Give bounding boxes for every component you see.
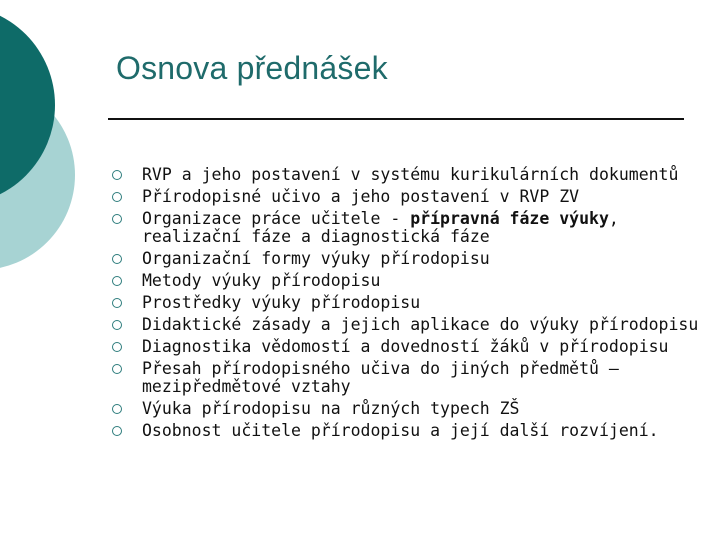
list-item xyxy=(112,210,702,246)
list-item-text: Organizační formy výuky přírodopisu xyxy=(142,249,490,268)
ring-bullet-icon xyxy=(112,298,122,308)
ring-bullet-icon xyxy=(112,276,122,286)
ring-bullet-icon xyxy=(112,254,122,264)
ring-bullet-icon xyxy=(112,364,122,374)
list-item xyxy=(112,422,702,440)
list-item xyxy=(112,338,702,356)
list-item-text: RVP a jeho postavení v systému kurikulárních dokumentů xyxy=(142,165,679,184)
ring-bullet-icon xyxy=(112,342,122,352)
page-title: Osnova přednášek xyxy=(116,50,388,86)
list-item-text: Diagnostika vědomostí a dovedností žáků v přírodopisu xyxy=(142,337,669,356)
list-item-text: Přesah přírodopisného učiva do jiných předmětů – mezipředmětové vztahy xyxy=(142,359,619,396)
list-item xyxy=(112,250,702,268)
list-item xyxy=(112,360,702,396)
list-item-text: Přírodopisné učivo a jeho postavení v RVP ZV xyxy=(142,187,580,206)
list-item-text: Didaktické zásady a jejich aplikace do výuky přírodopisu xyxy=(142,315,699,334)
list-item-text: Organizace práce učitele - xyxy=(142,209,411,228)
ring-bullet-icon xyxy=(112,170,122,180)
outline-list xyxy=(112,166,702,444)
list-item-text: Prostředky výuky přírodopisu xyxy=(142,293,421,312)
list-item-bold-text: přípravná fáze výuky xyxy=(410,209,609,228)
list-item xyxy=(112,166,702,184)
ring-bullet-icon xyxy=(112,320,122,330)
ring-bullet-icon xyxy=(112,192,122,202)
list-item xyxy=(112,188,702,206)
list-item-text: Výuka přírodopisu na různých typech ZŠ xyxy=(142,399,520,418)
ring-bullet-icon xyxy=(112,426,122,436)
ring-bullet-icon xyxy=(112,214,122,224)
list-item xyxy=(112,272,702,290)
list-item-text: Osobnost učitele přírodopisu a její další rozvíjení. xyxy=(142,421,659,440)
list-item xyxy=(112,294,702,312)
list-item xyxy=(112,400,702,418)
list-item xyxy=(112,316,702,334)
decorative-circles xyxy=(0,0,120,300)
list-item-text: , realizační fáze a diagnostická fáze xyxy=(142,209,619,246)
ring-bullet-icon xyxy=(112,404,122,414)
title-divider xyxy=(108,118,684,120)
list-item-text: Metody výuky přírodopisu xyxy=(142,271,381,290)
